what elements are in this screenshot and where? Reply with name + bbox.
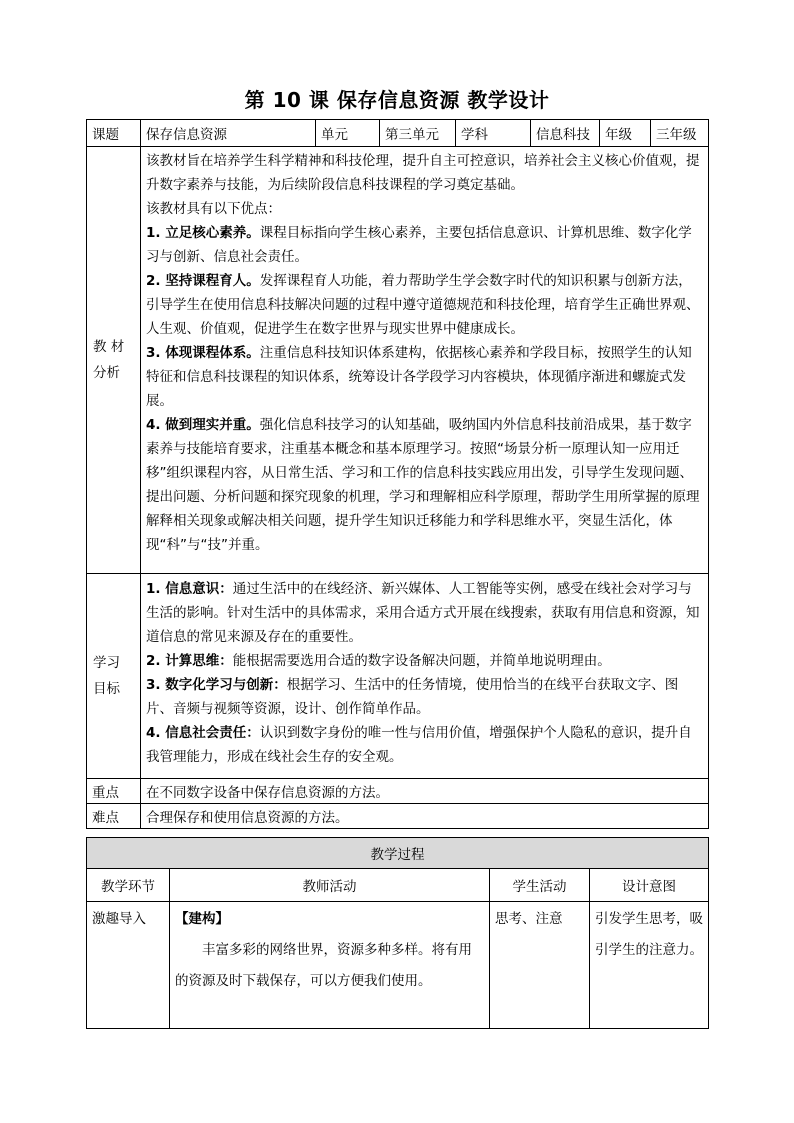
goal-point bbox=[146, 721, 703, 769]
goals-row bbox=[87, 574, 709, 779]
student-cell: 思考、注意 bbox=[490, 902, 590, 1029]
analysis-point-head: 4. 做到理实并重。 bbox=[146, 417, 260, 433]
difficulty-value: 合理保存和使用信息资源的方法。 bbox=[141, 804, 709, 829]
key-point-row bbox=[87, 779, 709, 804]
process-columns-row bbox=[87, 869, 709, 902]
goal-point bbox=[146, 577, 703, 649]
goal-point bbox=[146, 649, 703, 673]
analysis-point-head: 3. 体现课程体系。 bbox=[146, 345, 260, 361]
unit-value: 第三单元 bbox=[380, 120, 456, 147]
goal-point-head: 2. 计算思维： bbox=[146, 653, 233, 669]
goal-point-head: 4. 信息社会责任： bbox=[146, 725, 260, 741]
process-header-row bbox=[87, 838, 709, 869]
analysis-point bbox=[146, 221, 703, 269]
goals-content bbox=[141, 574, 709, 779]
difficulty-row bbox=[87, 804, 709, 829]
teacher-title: 【建构】 bbox=[175, 911, 229, 927]
teacher-cell bbox=[170, 902, 490, 1029]
goal-point-head: 1. 信息意识： bbox=[146, 581, 233, 597]
analysis-point bbox=[146, 413, 703, 557]
meta-row bbox=[87, 120, 709, 147]
goal-point-body: 根据学习、生活中的任务情境，使用恰当的在线平台获取文字、图片、音频与视频等资源，设计、创作简单作品。 bbox=[146, 677, 679, 717]
difficulty-label: 难点 bbox=[87, 804, 141, 829]
goal-point-body: 通过生活中的在线经济、新兴媒体、人工智能等实例，感受在线社会对学习与生活的影响。针对生活中的具体需求，采用合适方式开展在线搜索，获取有用信息和资源，知道信息的常见来源及存在的重要性。 bbox=[146, 581, 700, 645]
unit-label: 单元 bbox=[316, 120, 380, 147]
goals-label-line1: 学习 bbox=[93, 655, 120, 671]
goal-point-body: 能根据需要选用合适的数字设备解决问题，并简单地说明理由。 bbox=[232, 653, 611, 669]
subject-label: 学科 bbox=[456, 120, 531, 147]
document-title: 第 10 课 保存信息资源 教学设计 bbox=[244, 88, 550, 112]
analysis-point-body: 发挥课程育人功能，着力帮助学生学会数字时代的知识积累与创新方法，引导学生在使用信息科技解决问题的过程中遵守道德规范和科技伦理，培育学生正确世界观、人生观、价值观，促进学生在数字世界与现实世界中健康成长。 bbox=[146, 273, 700, 337]
course-label: 课题 bbox=[87, 120, 141, 147]
column-header-teacher: 教师活动 bbox=[170, 869, 490, 902]
analysis-point-head: 2. 坚持课程育人。 bbox=[146, 273, 260, 289]
column-header-intent: 设计意图 bbox=[590, 869, 709, 902]
goal-point bbox=[146, 673, 703, 721]
subject-value: 信息科技 bbox=[531, 120, 600, 147]
goals-label-line2: 目标 bbox=[93, 681, 120, 697]
goals-label bbox=[87, 574, 141, 779]
lesson-info-table bbox=[86, 119, 709, 829]
stage-cell: 激趣导入 bbox=[87, 902, 170, 1029]
process-header: 教学过程 bbox=[87, 838, 709, 869]
analysis-point-body: 注重信息科技知识体系建构，依据核心素养和学段目标，按照学生的认知特征和信息科技课程的知识体系，统筹设计各学段学习内容模块，体现循序渐进和螺旋式发展。 bbox=[146, 345, 692, 409]
analysis-label-line2: 分析 bbox=[93, 365, 120, 381]
teacher-text: 丰富多彩的网络世界，资源多种多样。将有用的资源及时下载保存，可以方便我们使用。 bbox=[175, 942, 472, 989]
analysis-content bbox=[141, 147, 709, 574]
grade-value: 三年级 bbox=[651, 120, 709, 147]
analysis-point bbox=[146, 341, 703, 413]
column-header-stage: 教学环节 bbox=[87, 869, 170, 902]
analysis-row bbox=[87, 147, 709, 574]
intent-cell: 引发学生思考，吸引学生的注意力。 bbox=[590, 902, 709, 1029]
key-point-value: 在不同数字设备中保存信息资源的方法。 bbox=[141, 779, 709, 804]
analysis-advantages-title: 该教材具有以下优点： bbox=[146, 201, 281, 217]
analysis-intro: 该教材旨在培养学生科学精神和科技伦理，提升自主可控意识，培养社会主义核心价值观，提升数字素养与技能，为后续阶段信息科技课程的学习奠定基础。 bbox=[146, 153, 700, 193]
grade-label: 年级 bbox=[600, 120, 651, 147]
analysis-label bbox=[87, 147, 141, 574]
goal-point-body: 认识到数字身份的唯一性与信用价值，增强保护个人隐私的意识，提升自我管理能力，形成在线社会生存的安全观。 bbox=[146, 725, 692, 765]
analysis-point bbox=[146, 269, 703, 341]
goal-point-head: 3. 数字化学习与创新： bbox=[146, 677, 287, 693]
analysis-label-line1: 教 材 bbox=[93, 339, 125, 355]
course-value: 保存信息资源 bbox=[141, 120, 316, 147]
analysis-point-body: 强化信息科技学习的认知基础，吸纳国内外信息科技前沿成果，基于数字素养与技能培育要求，注重基本概念和基本原理学习。按照“场景分析一原理认知一应用迁移”组织课程内容，从日常生活、学习和工作的信息科技实践应用出发，引导学生发现问题、提出问题、分析问题和探究现象的机理，学习和理解相应科学原理，帮助学生用所掌握的原理解释相关现象或解决相关问题，提升学生知识迁移能力和学科思维水平，突显生活化，体现“科”与“技”并重。 bbox=[146, 417, 700, 553]
column-header-student: 学生活动 bbox=[490, 869, 590, 902]
analysis-point-head: 1. 立足核心素养。 bbox=[146, 225, 260, 241]
teaching-process-table bbox=[86, 837, 709, 1029]
table-row bbox=[87, 902, 709, 1029]
analysis-point-body: 课程目标指向学生核心素养，主要包括信息意识、计算机思维、数字化学习与创新、信息社会责任。 bbox=[146, 225, 692, 265]
key-point-label: 重点 bbox=[87, 779, 141, 804]
